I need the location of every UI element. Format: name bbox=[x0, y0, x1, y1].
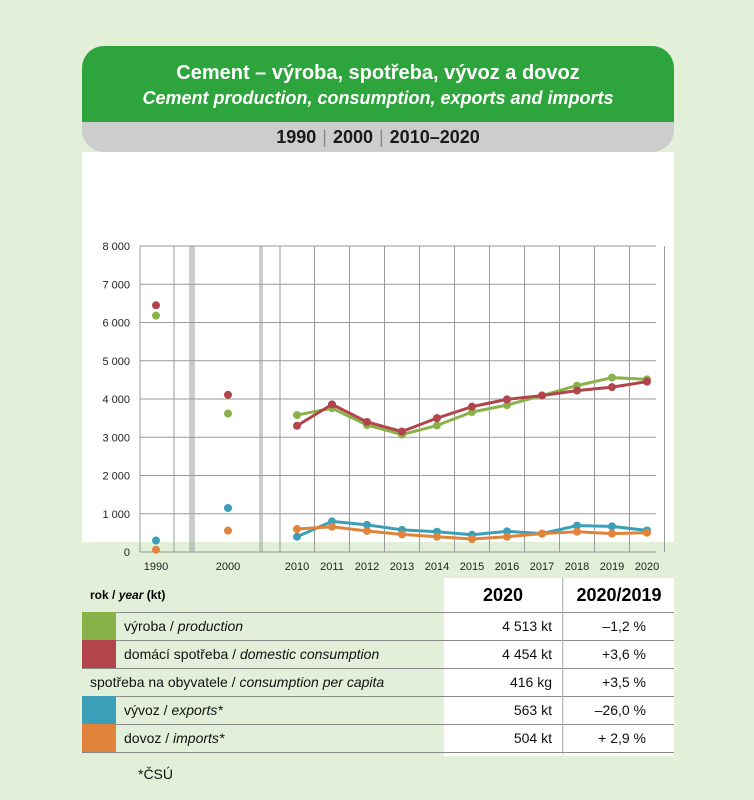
row-value: 4 513 kt bbox=[502, 618, 552, 634]
data-point bbox=[643, 378, 651, 386]
x-tick-label: 2015 bbox=[459, 561, 485, 573]
row-label: spotřeba na obyvatele / consumption per capita bbox=[90, 674, 385, 690]
column-header-2020: 2020 bbox=[482, 585, 524, 605]
data-point bbox=[363, 527, 371, 535]
table-header bbox=[82, 578, 674, 612]
period-bar bbox=[82, 122, 674, 152]
chart-area bbox=[82, 152, 674, 573]
data-point bbox=[573, 528, 581, 536]
data-point bbox=[152, 546, 160, 554]
data-point bbox=[398, 530, 406, 538]
y-tick-label: 8 000 bbox=[102, 241, 130, 253]
data-point bbox=[224, 391, 232, 399]
y-tick-label: 7 000 bbox=[102, 279, 130, 292]
row-label: výroba / production bbox=[124, 618, 244, 634]
data-point bbox=[293, 533, 301, 541]
data-point bbox=[293, 525, 301, 533]
data-point bbox=[152, 537, 160, 545]
row-change: –26,0 % bbox=[594, 702, 646, 718]
production-swatch bbox=[82, 612, 116, 640]
data-point bbox=[608, 383, 616, 391]
x-tick-label: 1990 bbox=[143, 561, 169, 573]
data-point bbox=[538, 392, 546, 400]
row-change: + 2,9 % bbox=[598, 730, 646, 746]
y-tick-label: 3 000 bbox=[102, 432, 130, 445]
row-change: +3,6 % bbox=[602, 646, 646, 662]
line-chart bbox=[82, 152, 674, 573]
x-tick-label: 2013 bbox=[389, 561, 415, 573]
row-change: –1,2 % bbox=[602, 618, 646, 634]
data-point bbox=[503, 395, 511, 403]
table-header-label: rok / year (kt) bbox=[90, 588, 166, 602]
column-divider bbox=[562, 578, 563, 752]
data-point bbox=[328, 400, 336, 408]
x-tick-label: 2020 bbox=[634, 561, 660, 573]
table-row-consumption bbox=[82, 640, 674, 668]
footnote: *ČSÚ bbox=[138, 766, 174, 782]
row-change: +3,5 % bbox=[602, 674, 646, 690]
exports-swatch bbox=[82, 696, 116, 724]
row-value: 563 kt bbox=[513, 702, 552, 718]
table-row-imports bbox=[82, 724, 674, 752]
period-2000: 2000 bbox=[332, 127, 373, 147]
data-point bbox=[643, 529, 651, 537]
data-point bbox=[328, 523, 336, 531]
table-row-production bbox=[82, 612, 674, 640]
y-tick-label: 0 bbox=[123, 547, 130, 559]
title-banner bbox=[82, 46, 674, 122]
x-tick-label: 2011 bbox=[320, 561, 344, 573]
period-separator: | bbox=[378, 127, 384, 147]
row-value: 4 454 kt bbox=[502, 646, 552, 662]
period-separator: | bbox=[322, 127, 327, 147]
data-point bbox=[608, 522, 616, 530]
imports-swatch bbox=[82, 724, 116, 752]
row-value: 504 kt bbox=[513, 730, 552, 746]
data-point bbox=[433, 421, 441, 429]
y-tick-label: 4 000 bbox=[102, 394, 130, 406]
data-point bbox=[224, 410, 232, 418]
x-tick-label: 2018 bbox=[564, 561, 590, 573]
data-point bbox=[152, 301, 160, 309]
x-tick-label: 2012 bbox=[354, 561, 380, 573]
data-point bbox=[293, 411, 301, 419]
data-point bbox=[398, 428, 406, 436]
x-tick-label: 2000 bbox=[215, 561, 241, 573]
data-point bbox=[224, 504, 232, 512]
period-2010-2020: 2010–2020 bbox=[389, 127, 480, 147]
column-header-change: 2020/2019 bbox=[576, 585, 662, 605]
data-point bbox=[293, 422, 301, 430]
chart-subtitle: Cement production, consumption, exports and imports bbox=[142, 88, 614, 108]
row-divider bbox=[82, 752, 674, 753]
y-tick-label: 6 000 bbox=[102, 317, 130, 330]
row-label: dovoz / imports* bbox=[124, 730, 225, 746]
x-tick-label: 2017 bbox=[529, 561, 555, 573]
data-point bbox=[468, 535, 476, 543]
table-row-exports bbox=[82, 696, 674, 724]
y-tick-label: 5 000 bbox=[102, 355, 130, 368]
data-point bbox=[433, 414, 441, 422]
y-tick-label: 2 000 bbox=[102, 470, 130, 483]
data-point bbox=[573, 387, 581, 395]
row-label: domácí spotřeba / domestic consumption bbox=[124, 646, 380, 662]
data-point bbox=[224, 527, 232, 535]
row-value: 416 kg bbox=[509, 674, 552, 690]
chart-card bbox=[82, 46, 674, 573]
data-point bbox=[363, 418, 371, 426]
period-1990: 1990 bbox=[276, 127, 317, 147]
x-tick-label: 2019 bbox=[599, 561, 625, 573]
data-point bbox=[503, 533, 511, 541]
data-point bbox=[433, 533, 441, 541]
data-point bbox=[608, 530, 616, 538]
row-label: vývoz / exports* bbox=[124, 702, 223, 718]
x-tick-label: 2016 bbox=[494, 561, 520, 573]
table-row-per-capita bbox=[82, 668, 674, 696]
x-tick-label: 2014 bbox=[424, 561, 450, 573]
data-point bbox=[468, 403, 476, 411]
y-tick-label: 1 000 bbox=[102, 508, 130, 521]
data-point bbox=[608, 374, 616, 382]
chart-title: Cement – výroba, spotřeba, vývoz a dovoz bbox=[176, 62, 580, 84]
data-point bbox=[152, 312, 160, 320]
x-tick-label: 2010 bbox=[284, 561, 310, 573]
data-point bbox=[538, 530, 546, 538]
consumption-swatch bbox=[82, 640, 116, 668]
